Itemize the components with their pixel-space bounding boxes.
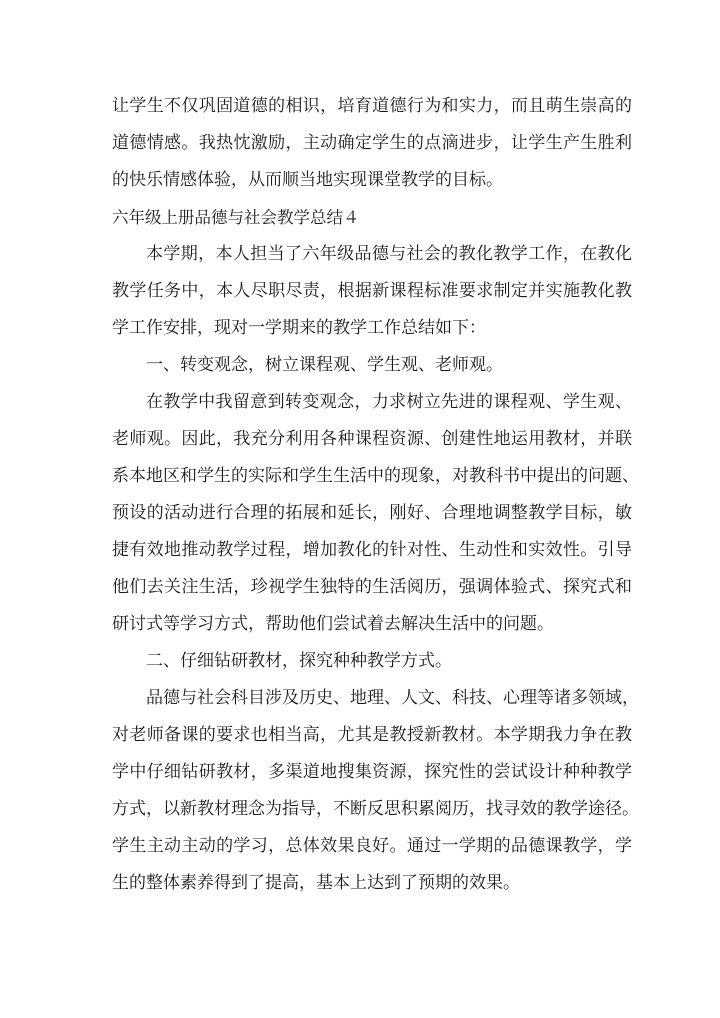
document-body xyxy=(112,88,639,902)
text-line: 学工作安排，现对一学期来的教学工作总结如下： xyxy=(112,318,486,338)
text-line: 捷有效地推动教学过程，增加教化的针对性、生动性和实效性。引导 xyxy=(112,540,632,560)
text-line: 学中仔细钻研教材，多渠道地搜集资源，探究性的尝试设计种种教学 xyxy=(112,762,632,782)
text-line: 他们去关注生活，珍视学生独特的生活阅历，强调体验式、探究式和 xyxy=(112,577,632,597)
text-line: 方式，以新教材理念为指导，不断反思积累阅历，找寻效的教学途径。 xyxy=(112,799,639,819)
text-line: 学生主动主动的学习，总体效果良好。通过一学期的品德课教学，学 xyxy=(112,836,632,856)
text-line: 老师观。因此，我充分利用各种课程资源、创建性地运用教材，并联 xyxy=(112,429,632,449)
text-line: 道德情感。我热忱激励，主动确定学生的点滴进步，让学生产生胜利 xyxy=(112,133,632,153)
section-title: 六年级上册品德与社会教学总结４ xyxy=(112,208,360,227)
text-line: 教学任务中，本人尽职尽责，根据新课程标准要求制定并实施教化教 xyxy=(112,281,632,301)
text-line: 研讨式等学习方式，帮助他们尝试着去解决生活中的问题。 xyxy=(112,614,554,634)
text-line: 的快乐情感体验，从而顺当地实现课堂教学的目标。 xyxy=(112,170,503,190)
text-line: 品德与社会科目涉及历史、地理、人文、科技、心理等诸多领域， xyxy=(146,688,639,708)
text-line: 让学生不仅巩固道德的相识，培育道德行为和实力，而且萌生崇高的 xyxy=(112,96,632,116)
subheading: 一、转变观念，树立课程观、学生观、老师观。 xyxy=(146,355,503,375)
text-line: 生的整体素养得到了提高，基本上达到了预期的效果。 xyxy=(112,873,520,893)
text-line: 在教学中我留意到转变观念，力求树立先进的课程观、学生观、 xyxy=(146,392,632,412)
text-line: 系本地区和学生的实际和学生生活中的现象，对教科书中提出的问题、 xyxy=(112,466,639,486)
text-line: 对老师备课的要求也相当高，尤其是教授新教材。本学期我力争在教 xyxy=(112,725,632,745)
subheading: 二、仔细钻研教材，探究种种教学方式。 xyxy=(146,651,452,671)
text-line: 本学期，本人担当了六年级品德与社会的教化教学工作，在教化 xyxy=(146,244,632,264)
text-line: 预设的活动进行合理的拓展和延长，刚好、合理地调整教学目标，敏 xyxy=(112,503,632,523)
